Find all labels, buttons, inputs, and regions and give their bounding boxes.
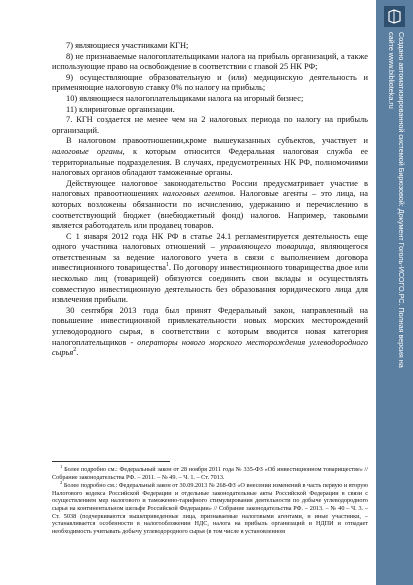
list-item: 7) являющиеся участниками КГН;	[66, 41, 189, 50]
emphasis-term: налоговые органы	[52, 146, 123, 156]
footnote-ref[interactable]: 2	[73, 347, 77, 354]
document-logo-icon[interactable]	[384, 6, 405, 27]
paragraph-text: , к которым относится Федеральная налоговая служба ее территориальные подразделения. В случаях, предусмотренных НК РФ, полномочиями налоговых органов обладают таможенные органы.	[52, 146, 369, 178]
paragraph-text: . Налоговые агенты – это лица, на которых возложены обязанности по исчислению, удержанию и перечислению в соответствующий бюджет (внебюджетный фонд) налогов. Например, таковыми является работодатель или продавец товаров.	[52, 189, 368, 231]
footnotes	[52, 463, 368, 536]
emphasis-term: налоговых агентов	[162, 189, 234, 199]
list-item: 11) клиринговые организации.	[66, 104, 175, 114]
paragraph	[52, 136, 368, 178]
paragraph-text: , являющегося ответственным за ведение налогового учета в связи с выполнением договора инвестиционного товарищества	[52, 242, 369, 273]
footnote-divider	[52, 461, 170, 462]
body-text	[52, 41, 368, 359]
footnote	[52, 482, 368, 535]
sidebar-banner-text[interactable]	[376, 32, 413, 572]
list-item: 10) являющиеся налогоплательщиками налога на игорный бизнес;	[66, 93, 304, 103]
paragraph-text: Действующее налоговое законодательство России предусматривает участие в налоговых правоотношениях	[52, 178, 368, 199]
paragraph-text: .	[76, 348, 79, 358]
paragraph: 7. КГН создается не менее чем на 2 налоговых периода по налогу на прибыль организаций.	[52, 115, 368, 135]
list-item: 8) не признаваемые налогоплательщиками налога на прибыль организаций, а также использующие право на освобождение в соответствии с главой 25 НК РФ;	[52, 51, 368, 72]
emphasis-term: операторы нового морского месторождения углеводородного сырья	[52, 337, 368, 358]
paragraph-text: 30 сентября 2013 года был принят Федеральный закон, направленный на повышение инвестиционной привлекательности новых морских месторождений углеводородного сырья, в соответствии с которым вводится новая категория налогоплательщиков -	[52, 305, 368, 347]
sidebar-banner-line: сайте www.biblioteka.ru	[387, 32, 396, 109]
footnote-ref[interactable]: 1	[165, 262, 169, 269]
paragraph-text: С 1 января 2012 года НК РФ в статье 24.1 регламентируется деятельность еще одного участника налоговых отношений –	[52, 231, 368, 252]
list-item: 9) осуществляющие образовательную и (или) медицинскую деятельность и применяющие налоговую ставку 0% по налогу на прибыль;	[52, 72, 368, 93]
emphasis-term: управляющего товарища	[220, 242, 314, 252]
footnote-text: Более подробно см.: Федеральный закон от 30.09.2013 № 268-ФЗ «О внесении изменений в часть первую и вторую Налогового кодекса Российской Федерации и отдельные законодательные акты Российской Федерации в связи с осуществлением мер налогового и таможенно-тарифного стимулирования деятельности по добыче углеводородного сырья на континентальном шельфе Российской Федерации» // Собрание законодательства РФ. – 2013. – № 40 – Ч. 3. – Ст. 5038 (подчеркиваются вышеприведенные лица, признаваемые налоговыми агентами, и иные участники, – устанавливается особенности в налогообложении НДС, налога на прибыль организаций и НДПИ и отпадает необходимость учитывать добычу углеводородного сырья (в том числе в установленном	[52, 482, 368, 535]
paragraph	[52, 232, 368, 306]
footnote-number: 1	[60, 463, 63, 469]
sidebar-banner-line: Создано автоматизированной системой Бирюзовой: Документ Гоголь-ИСОГО.РС. Полная версия на	[397, 32, 406, 368]
paragraph	[52, 179, 368, 232]
footnote-text: Более подробно см.: Федеральный закон от 28 ноября 2011 года № 335-ФЗ «Об инвестиционном товариществе» // Собрание законодательства РФ. – 2011. – № 49. – Ч. 1. – Ст. 7013.	[52, 466, 368, 481]
paragraph-text: . По договору инвестиционного товарищества двое или несколько лиц (товарищей) обязуются соединить свои вклады и осуществлять совместную инвестиционную деятельность без образования юридического лица для извлечения прибыли.	[52, 263, 368, 305]
footnote-number: 2	[60, 480, 63, 486]
footnote	[52, 463, 368, 481]
paragraph-text: В налоговом правоотношении,кроме вышеуказанных субъектов, участвует и	[66, 136, 368, 146]
paragraph	[52, 306, 368, 359]
